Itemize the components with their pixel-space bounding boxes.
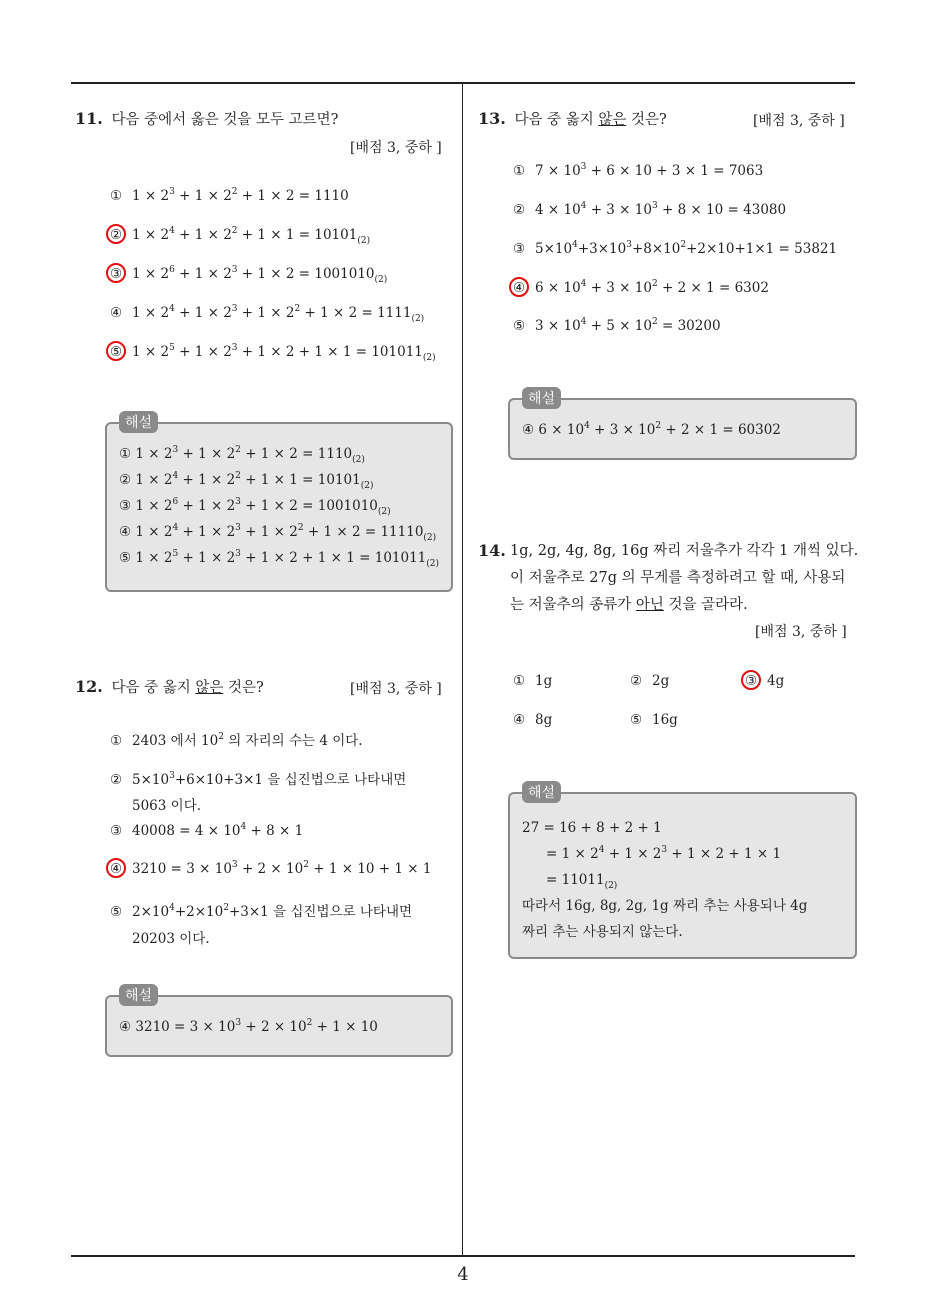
option-number: ⑤: [513, 318, 526, 334]
q13-option-1[interactable]: [513, 163, 763, 179]
q14-solution-line: 따라서 16g, 8g, 2g, 1g 짜리 추는 사용되나 4g: [522, 898, 808, 914]
option-number: ①: [513, 673, 526, 689]
option-text: 16g: [652, 712, 678, 728]
option-text: $3210 = 3 \times 10^3 + 2 \times 10^2 + 1 \times 10 + 1 \times 1$: [132, 860, 432, 877]
q12-option-1[interactable]: [110, 729, 363, 749]
q11-option-1[interactable]: [110, 188, 349, 204]
solution-tag: 해설: [119, 984, 158, 1006]
q11-option-4[interactable]: [110, 304, 425, 324]
answer-mark: [741, 670, 761, 690]
q11-option-5[interactable]: [110, 343, 436, 363]
option-text: $5\times 10^4+3\times 10^3+8\times 10^2+2\times 10+1\times 1 = 53821$: [535, 240, 838, 257]
option-number: ④: [110, 305, 123, 321]
q12-solution-box: [105, 988, 453, 1057]
q13-option-4[interactable]: [513, 280, 769, 296]
option-number: ②: [110, 227, 123, 243]
q14-option-1[interactable]: [513, 673, 552, 689]
option-text: $6 \times 10^4 + 3 \times 10^2 + 2 \times 1 = 6302$: [535, 279, 769, 296]
q14-solution-line: 짜리 추는 사용되지 않는다.: [522, 924, 683, 940]
option-number: ①: [110, 188, 123, 204]
q14-meta: [배점 3, 중하 ]: [755, 624, 847, 640]
q12-number: 12.: [75, 677, 103, 696]
q12-option-5-cont: [110, 927, 210, 947]
column-divider: [462, 84, 463, 1256]
option-text: $40008 = 4 \times 10^4 + 8 \times 1$: [132, 822, 304, 839]
q11-solution-line: ③ $1 \times 2^6 + 1 \times 2^3 + 1 \times 2 = 1001010_{(2)}$: [119, 497, 391, 517]
q12-option-3[interactable]: [110, 823, 303, 839]
q13-option-5[interactable]: [513, 318, 721, 334]
q14-line: 이 저울추로 27g 의 무게를 측정하려고 할 때, 사용되: [510, 570, 846, 586]
q11-solution-line: ⑤ $1 \times 2^5 + 1 \times 2^3 + 1 \times 2 + 1 \times 1 = 101011_{(2)}$: [119, 549, 440, 569]
q12-solution-line: ④ $3210 = 3 \times 10^3 + 2 \times 10^2 + 1 \times 10$: [119, 1018, 378, 1035]
option-number: ②: [513, 202, 526, 218]
option-text: $1 \times 2^4 + 1 \times 2^3 + 1 \times 2^2 + 1 \times 2 = 1111_{(2)}$: [132, 304, 425, 324]
option-number: ⑤: [110, 344, 123, 360]
option-number: ②: [110, 772, 123, 788]
option-number: ④: [110, 861, 123, 877]
answer-mark: [106, 858, 126, 878]
solution-tag: 해설: [522, 781, 561, 803]
q11-solution-line: ④ $1 \times 2^4 + 1 \times 2^3 + 1 \times 2^2 + 1 \times 2 = 11110_{(2)}$: [119, 523, 437, 543]
option-number: ③: [513, 241, 526, 257]
option-text: $3 \times 10^4 + 5 \times 10^2 = 30200$: [535, 317, 721, 334]
option-text: $1 \times 2^4 + 1 \times 2^2 + 1 \times 1 = 10101_{(2)}$: [132, 226, 371, 246]
option-number: ⑤: [110, 904, 123, 920]
q14-solution-box: [508, 785, 857, 959]
q11-solution-box: [105, 415, 453, 592]
q13-title: [478, 108, 667, 129]
option-text: 8g: [535, 712, 553, 728]
option-text: $1 \times 2^6 + 1 \times 2^3 + 1 \times 2 = 1001010_{(2)}$: [132, 265, 388, 285]
q11-solution-line: ① $1 \times 2^3 + 1 \times 2^2 + 1 \times 2 = 1110_{(2)}$: [119, 445, 365, 465]
q13-solution-line: ④ $6 \times 10^4 + 3 \times 10^2 + 2 \times 1 = 60302$: [522, 421, 781, 438]
q11-text: 다음 중에서 옳은 것을 모두 고르면?: [111, 112, 339, 128]
option-number: ①: [513, 163, 526, 179]
q14-option-4[interactable]: [513, 712, 552, 728]
option-text: 20203 이다.: [132, 931, 210, 947]
page-number: 4: [457, 1264, 469, 1285]
answer-mark: [106, 263, 126, 283]
q12-text: 다음 중 옳지 않은 것은?: [111, 680, 264, 696]
q13-solution-box: [508, 391, 857, 460]
top-rule: [71, 82, 855, 84]
option-text: 1g: [535, 673, 553, 689]
option-number: ①: [110, 733, 123, 749]
q11-option-2[interactable]: [110, 226, 371, 246]
q14-solution-line: = $1 \times 2^4 + 1 \times 2^3 + 1 \times 2 + 1 \times 1$: [546, 845, 782, 862]
q11-number: 11.: [75, 109, 103, 128]
bottom-rule: [71, 1255, 855, 1257]
q14-number: 14.: [478, 541, 506, 560]
q14-solution-line: = $11011_{(2)}$: [546, 872, 618, 891]
q14-option-2[interactable]: [630, 673, 669, 689]
q13-meta: [배점 3, 중하 ]: [753, 113, 845, 129]
answer-mark: [509, 277, 529, 297]
option-text: 4g: [767, 673, 785, 689]
q13-number: 13.: [478, 109, 506, 128]
q13-option-3[interactable]: [513, 241, 837, 257]
option-text: $5\times 10^3+6\times 10+3\times 1$ 을 십진법으로 나타내면: [132, 771, 407, 788]
option-text: $1 \times 2^3 + 1 \times 2^2 + 1 \times 2 = 1110$: [132, 187, 349, 204]
option-text: 5063 이다.: [132, 798, 202, 814]
option-number: ②: [630, 673, 643, 689]
option-text: 2g: [652, 673, 670, 689]
solution-tag: 해설: [119, 411, 158, 433]
option-number: ③: [110, 266, 123, 282]
q12-option-4[interactable]: [110, 861, 431, 877]
q14-line: 1g, 2g, 4g, 8g, 16g 짜리 저울추가 각각 1 개씩 있다.: [510, 543, 859, 559]
q12-option-2[interactable]: [110, 768, 406, 788]
q11-solution-line: ② $1 \times 2^4 + 1 \times 2^2 + 1 \times 1 = 10101_{(2)}$: [119, 471, 374, 491]
option-text: $4 \times 10^4 + 3 \times 10^3 + 8 \times 10 = 43080$: [535, 201, 787, 218]
answer-mark: [106, 341, 126, 361]
q11-title: [75, 108, 338, 129]
q11-option-3[interactable]: [110, 265, 388, 285]
option-number: ④: [513, 280, 526, 296]
answer-mark: [106, 224, 126, 244]
q14-option-5[interactable]: [630, 712, 678, 728]
option-number: ③: [745, 673, 758, 689]
option-text: $1 \times 2^5 + 1 \times 2^3 + 1 \times 2 + 1 \times 1 = 101011_{(2)}$: [132, 343, 436, 363]
option-number: ④: [513, 712, 526, 728]
option-text: 2403 에서 $10^2$ 의 자리의 수는 4 이다.: [132, 732, 363, 749]
q14-solution-line: 27 = 16 + 8 + 2 + 1: [522, 820, 662, 836]
q12-option-5[interactable]: [110, 900, 412, 920]
q12-option-2-cont: [110, 794, 201, 814]
q14-title: [478, 541, 510, 560]
option-text: $2\times 10^4+2\times 10^2+3\times 1$ 을 십진법으로 나타내면: [132, 903, 413, 920]
q13-option-2[interactable]: [513, 202, 786, 218]
option-number: ⑤: [630, 712, 643, 728]
q11-meta: [배점 3, 중하 ]: [350, 140, 442, 156]
q12-title: [75, 676, 264, 697]
q14-line: 는 저울추의 종류가 아닌 것을 골라라.: [510, 597, 748, 613]
q14-text: [510, 538, 858, 619]
option-number: ③: [110, 823, 123, 839]
q13-text: 다음 중 옳지 않은 것은?: [514, 112, 667, 128]
q12-meta: [배점 3, 중하 ]: [350, 681, 442, 697]
solution-tag: 해설: [522, 387, 561, 409]
option-text: $7 \times 10^3 + 6 \times 10 + 3 \times 1 = 7063$: [535, 162, 764, 179]
